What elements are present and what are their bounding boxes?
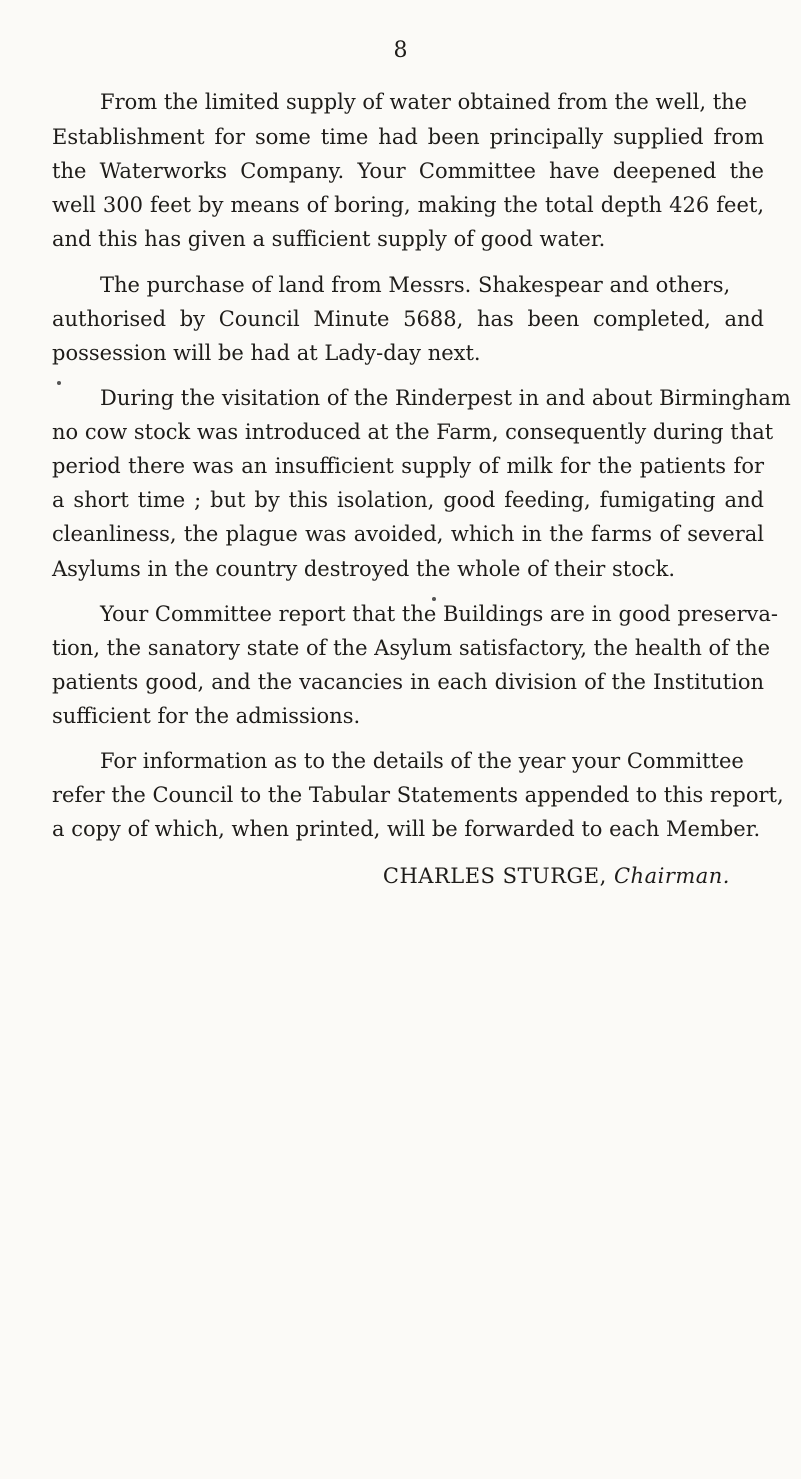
- paragraph-2-line-2: authorised by Council Minute 5688, has been completed, and: [52, 307, 764, 331]
- page-number: 8: [393, 38, 408, 63]
- paragraph-4-line-3: patients good, and the vacancies in each division of the Institution: [52, 670, 764, 694]
- paragraph-3-line-2: no cow stock was introduced at the Farm, consequently during that: [52, 420, 774, 444]
- scan-speck: [57, 381, 61, 385]
- paragraph-2-line-3: possession will be had at Lady-day next.: [52, 341, 481, 365]
- signature-title: Chairman.: [613, 864, 730, 888]
- paragraph-1-line-2: Establishment for some time had been principally supplied from: [52, 125, 764, 149]
- paragraph-1-line-3: the Waterworks Company. Your Committee have deepened the: [52, 159, 764, 183]
- paragraph-4-line-4: sufficient for the admissions.: [52, 704, 361, 728]
- paragraph-2-line-1: The purchase of land from Messrs. Shakespear and others,: [100, 273, 731, 297]
- paragraph-5-line-3: a copy of which, when printed, will be forwarded to each Member.: [52, 817, 761, 841]
- paragraph-3-line-4: a short time ; but by this isolation, good feeding, fumigating and: [52, 488, 764, 512]
- paragraph-1-line-1: From the limited supply of water obtained from the well, the: [100, 90, 748, 114]
- paragraph-4-line-2: tion, the sanatory state of the Asylum satisfactory, the health of the: [52, 636, 771, 660]
- signature-name: CHARLES STURGE,: [382, 864, 607, 888]
- paragraph-4-line-1: Your Committee report that the Buildings are in good preserva-: [100, 602, 778, 626]
- scan-speck: [432, 597, 436, 601]
- paragraph-3-line-3: period there was an insufficient supply of milk for the patients for: [52, 454, 764, 478]
- paragraph-5-line-2: refer the Council to the Tabular Statements appended to this report,: [52, 783, 784, 807]
- paragraph-5-line-1: For information as to the details of the year your Committee: [100, 749, 744, 773]
- paragraph-1-line-4: well 300 feet by means of boring, making the total depth 426 feet,: [52, 193, 764, 217]
- paragraph-3-line-1: During the visitation of the Rinderpest in and about Birmingham: [100, 386, 791, 410]
- paragraph-1-line-5: and this has given a sufficient supply of good water.: [52, 227, 606, 251]
- paragraph-3-line-5: cleanliness, the plague was avoided, which in the farms of several: [52, 522, 764, 546]
- signature: [383, 862, 730, 890]
- paragraph-3-line-6: Asylums in the country destroyed the whole of their stock.: [52, 557, 676, 581]
